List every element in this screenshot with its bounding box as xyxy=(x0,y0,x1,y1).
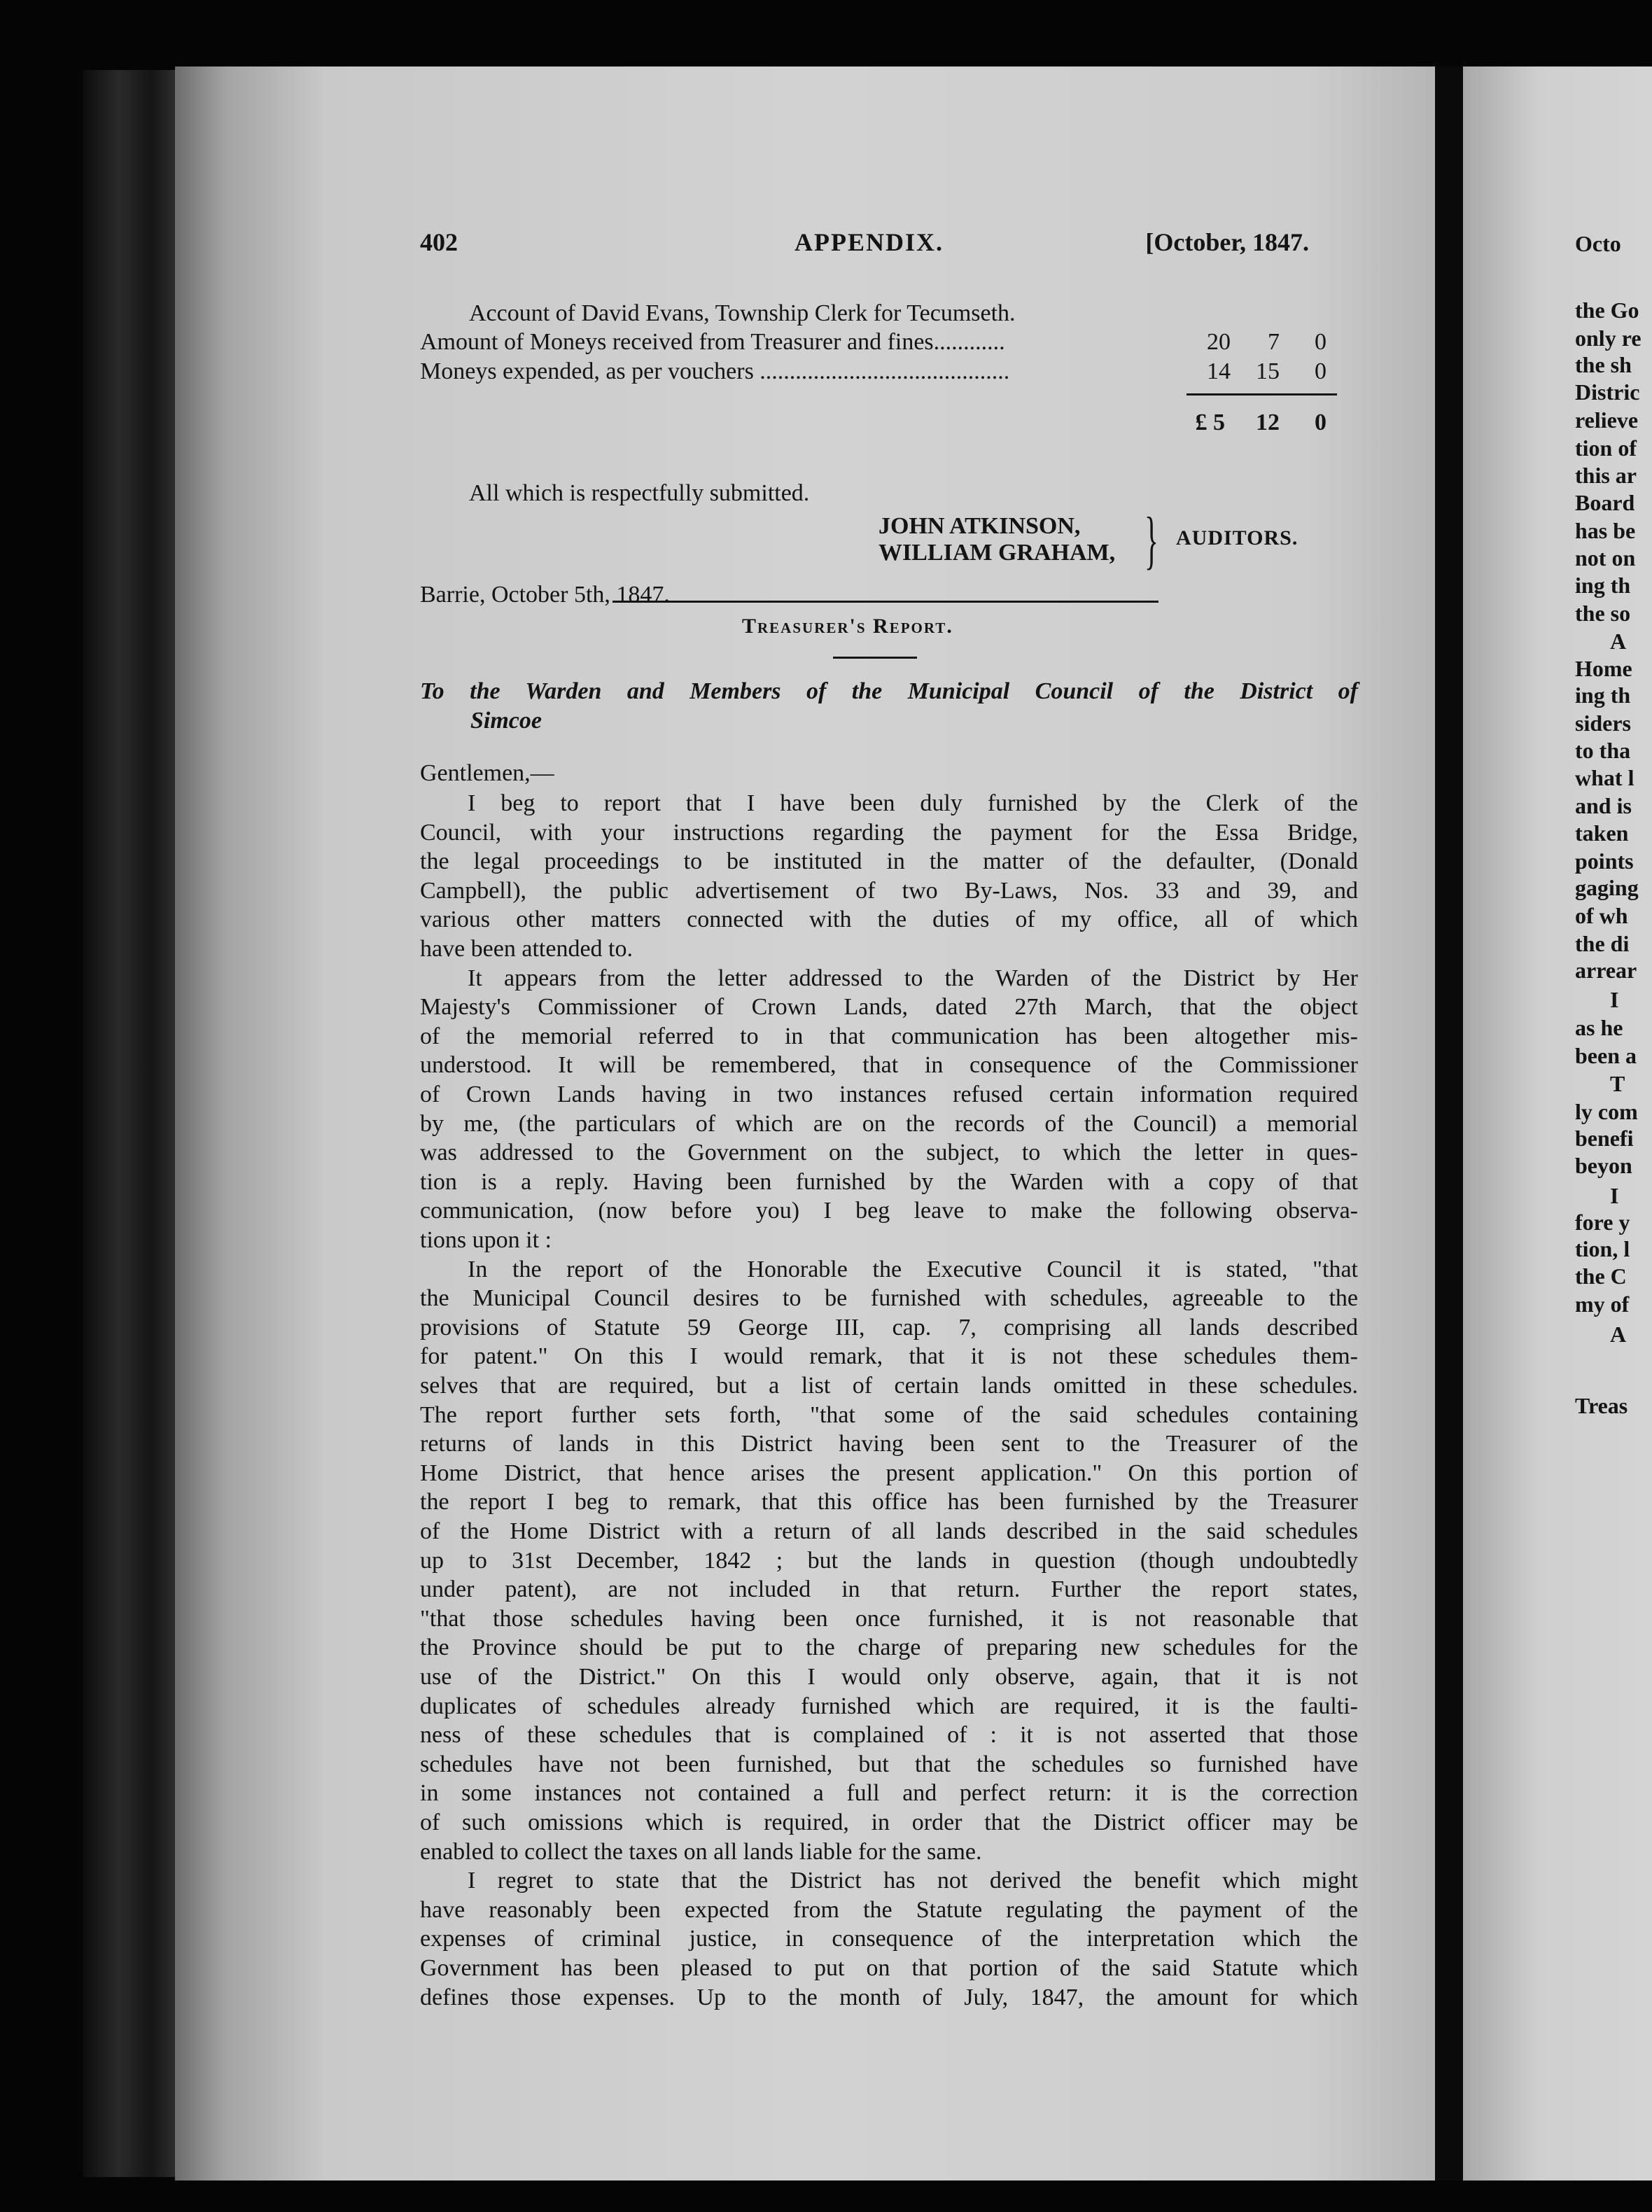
report-line: of such omissions which is required, in order that the District officer may be xyxy=(420,1809,1358,1835)
facing-page-fragment: I xyxy=(1610,1183,1619,1208)
facing-page-fragment: the Go xyxy=(1575,298,1639,323)
balance-shillings: 12 xyxy=(1256,410,1280,435)
facing-page-fragment: I xyxy=(1610,987,1619,1012)
report-line: I regret to state that the District has not derived the benefit which might xyxy=(468,1868,1358,1893)
account-row-label: Moneys expended, as per vouchers .......................................... xyxy=(420,358,1010,384)
facing-page-fragment: taken xyxy=(1575,820,1629,846)
facing-page-fragment: ly com xyxy=(1575,1099,1638,1124)
auditors-label: AUDITORS. xyxy=(1176,526,1298,550)
facing-page-fragment: gaging xyxy=(1575,875,1639,900)
report-line: "that those schedules having been once furnished, it is not reasonable that xyxy=(420,1606,1358,1632)
place-and-date: Barrie, October 5th, 1847. xyxy=(420,582,670,608)
facing-page-fragment: what l xyxy=(1575,765,1634,790)
report-line: have reasonably been expected from the Statute regulating the payment of the xyxy=(420,1897,1358,1923)
pence-value: 0 xyxy=(1315,329,1326,355)
auditors-brace: } xyxy=(1144,504,1158,575)
report-line: for patent." On this I would remark, that it is not these schedules them- xyxy=(420,1343,1358,1369)
facing-page-fragment: not on xyxy=(1575,545,1636,570)
account-total-rule xyxy=(1186,393,1337,396)
report-line: understood. It will be remembered, that in consequence of the Commissioner xyxy=(420,1052,1358,1078)
report-line: returns of lands in this District having been sent to the Treasurer of the xyxy=(420,1431,1358,1457)
facing-page-fragment: benefi xyxy=(1575,1126,1634,1151)
report-line: communication, (now before you) I beg leave to make the following observa- xyxy=(420,1198,1358,1224)
facing-page-fragment: arrear xyxy=(1575,958,1637,983)
header-date: [October, 1847. xyxy=(1145,228,1309,256)
report-line: have been attended to. xyxy=(420,936,633,962)
facing-page-fragment: has be xyxy=(1575,518,1636,543)
facing-page-fragment: the C xyxy=(1575,1264,1627,1289)
facing-page-fragment: my of xyxy=(1575,1292,1630,1317)
pounds-value: 20 xyxy=(1207,329,1231,355)
facing-page-fragment: the di xyxy=(1575,931,1630,956)
report-line: Home District, that hence arises the present application." On this portion of xyxy=(420,1460,1358,1486)
report-line: duplicates of schedules already furnished which are required, it is the faulti- xyxy=(420,1693,1358,1719)
account-title: Account of David Evans, Township Clerk for Tecumseth. xyxy=(469,300,1016,326)
report-line: Campbell), the public advertisement of two By-Laws, Nos. 33 and 39, and xyxy=(420,878,1358,904)
facing-page-fragment: the sh xyxy=(1575,352,1632,377)
report-line: of the memorial referred to in that communication has been altogether mis- xyxy=(420,1023,1358,1049)
report-line: Majesty's Commissioner of Crown Lands, dated 27th March, that the object xyxy=(420,994,1358,1020)
report-line: expenses of criminal justice, in consequence of the interpretation which the xyxy=(420,1926,1358,1952)
balance-pence: 0 xyxy=(1315,410,1326,435)
facing-page-fragment: A xyxy=(1610,1322,1627,1347)
report-line: tions upon it : xyxy=(420,1227,552,1253)
facing-page-fragment: relieve xyxy=(1575,407,1639,433)
account-row-label: Amount of Moneys received from Treasurer and fines............ xyxy=(420,329,1005,355)
facing-page-fragment: as he xyxy=(1575,1015,1623,1040)
report-address-continued: Simcoe xyxy=(470,708,542,734)
report-line: Council, with your instructions regarding the payment for the Essa Bridge, xyxy=(420,820,1358,846)
facing-page-fragment: been a xyxy=(1575,1043,1637,1068)
facing-page-fragment: ing th xyxy=(1575,682,1631,708)
report-line: various other matters connected with the duties of my office, all of which xyxy=(420,906,1358,932)
report-line: In the report of the Honorable the Executive Council it is stated, "that xyxy=(468,1256,1358,1282)
report-line: provisions of Statute 59 George III, cap. 7, comprising all lands described xyxy=(420,1315,1358,1340)
page-number: 402 xyxy=(420,228,458,256)
section-divider xyxy=(612,601,1158,603)
facing-page-fragment: Distric xyxy=(1575,379,1640,405)
report-line: of Crown Lands having in two instances refused certain information required xyxy=(420,1082,1358,1107)
facing-page-fragment: Home xyxy=(1575,656,1632,681)
facing-page-fragment: to tha xyxy=(1575,738,1631,763)
report-line: The report further sets forth, "that some of the said schedules containing xyxy=(420,1402,1358,1428)
report-line: the Province should be put to the charge of preparing new schedules for the xyxy=(420,1634,1358,1660)
report-line: was addressed to the Government on the subject, to which the letter in ques- xyxy=(420,1140,1358,1166)
report-line: Government has been pleased to put on that portion of the said Statute which xyxy=(420,1955,1358,1981)
heading-underline xyxy=(833,657,917,659)
account-row-received xyxy=(420,329,1337,357)
pence-value: 0 xyxy=(1315,358,1326,384)
report-line: enabled to collect the taxes on all lands liable for the same. xyxy=(420,1839,982,1865)
facing-page-fragment: beyon xyxy=(1575,1153,1632,1178)
report-address: To the Warden and Members of the Municipal Council of the District of xyxy=(420,678,1358,704)
page-gutter xyxy=(1435,66,1463,2180)
report-line: I beg to report that I have been duly furnished by the Clerk of the xyxy=(468,790,1358,816)
report-line: defines those expenses. Up to the month of July, 1847, the amount for which xyxy=(420,1984,1358,2010)
report-line: schedules have not been furnished, but that the schedules so furnished have xyxy=(420,1751,1358,1777)
report-line: the Municipal Council desires to be furnished with schedules, agreeable to the xyxy=(420,1285,1358,1311)
report-line: under patent), are not included in that return. Further the report states, xyxy=(420,1576,1358,1602)
salutation: Gentlemen,— xyxy=(420,760,554,786)
report-heading: Treasurer's Report. xyxy=(742,615,953,638)
facing-page-fragment: and is xyxy=(1575,793,1632,818)
account-row-balance xyxy=(420,410,1337,438)
report-line: the report I beg to remark, that this office has been furnished by the Treasurer xyxy=(420,1489,1358,1515)
auditor-name: WILLIAM GRAHAM, xyxy=(878,540,1116,566)
facing-page-fragment: siders xyxy=(1575,710,1631,736)
facing-page-fragment: the so xyxy=(1575,601,1631,626)
submission-statement: All which is respectfully submitted. xyxy=(469,480,810,506)
balance-pounds: £ 5 xyxy=(1195,410,1225,435)
facing-page-fragment: A xyxy=(1610,629,1627,654)
shillings-value: 7 xyxy=(1268,329,1280,355)
report-line: the legal proceedings to be instituted in the matter of the defaulter, (Donald xyxy=(420,848,1358,874)
report-line: in some instances not contained a full and perfect return: it is the correction xyxy=(420,1780,1358,1806)
report-line: by me, (the particulars of which are on the records of the Council) a memorial xyxy=(420,1111,1358,1137)
facing-page-fragment: points xyxy=(1575,848,1634,874)
report-line: It appears from the letter addressed to the Warden of the District by Her xyxy=(468,965,1358,991)
report-line: tion is a reply. Having been furnished by the Warden with a copy of that xyxy=(420,1169,1358,1195)
shillings-value: 15 xyxy=(1256,358,1280,384)
facing-page-fragment: Board xyxy=(1575,490,1635,515)
facing-page-fragment: tion of xyxy=(1575,435,1637,461)
report-line: of the Home District with a return of all lands described in the said schedules xyxy=(420,1518,1358,1544)
book-binding-edge xyxy=(83,70,188,2177)
facing-page-fragment: T xyxy=(1610,1071,1625,1096)
facing-page-fragment: this ar xyxy=(1575,463,1637,488)
report-line: up to 31st December, 1842 ; but the lands in question (though undoubtedly xyxy=(420,1548,1358,1574)
facing-page-fragment: Treas xyxy=(1575,1393,1628,1418)
facing-page-fragment: of wh xyxy=(1575,903,1628,928)
report-line: selves that are required, but a list of certain lands omitted in these schedules. xyxy=(420,1373,1358,1399)
facing-page-fragment: ing th xyxy=(1575,573,1631,598)
pounds-value: 14 xyxy=(1207,358,1231,384)
auditor-name: JOHN ATKINSON, xyxy=(878,513,1081,539)
facing-page-fragment: only re xyxy=(1575,326,1642,351)
facing-page-fragment: Octo xyxy=(1575,231,1621,256)
report-line: ness of these schedules that is complained of : it is not asserted that those xyxy=(420,1722,1358,1748)
facing-page-fragment: fore y xyxy=(1575,1210,1630,1235)
report-line: use of the District." On this I would only observe, again, that it is not xyxy=(420,1664,1358,1690)
facing-page-fragment: tion, l xyxy=(1575,1236,1630,1261)
running-header xyxy=(420,227,1309,262)
account-row-expended xyxy=(420,358,1337,386)
section-title: APPENDIX. xyxy=(794,228,944,256)
